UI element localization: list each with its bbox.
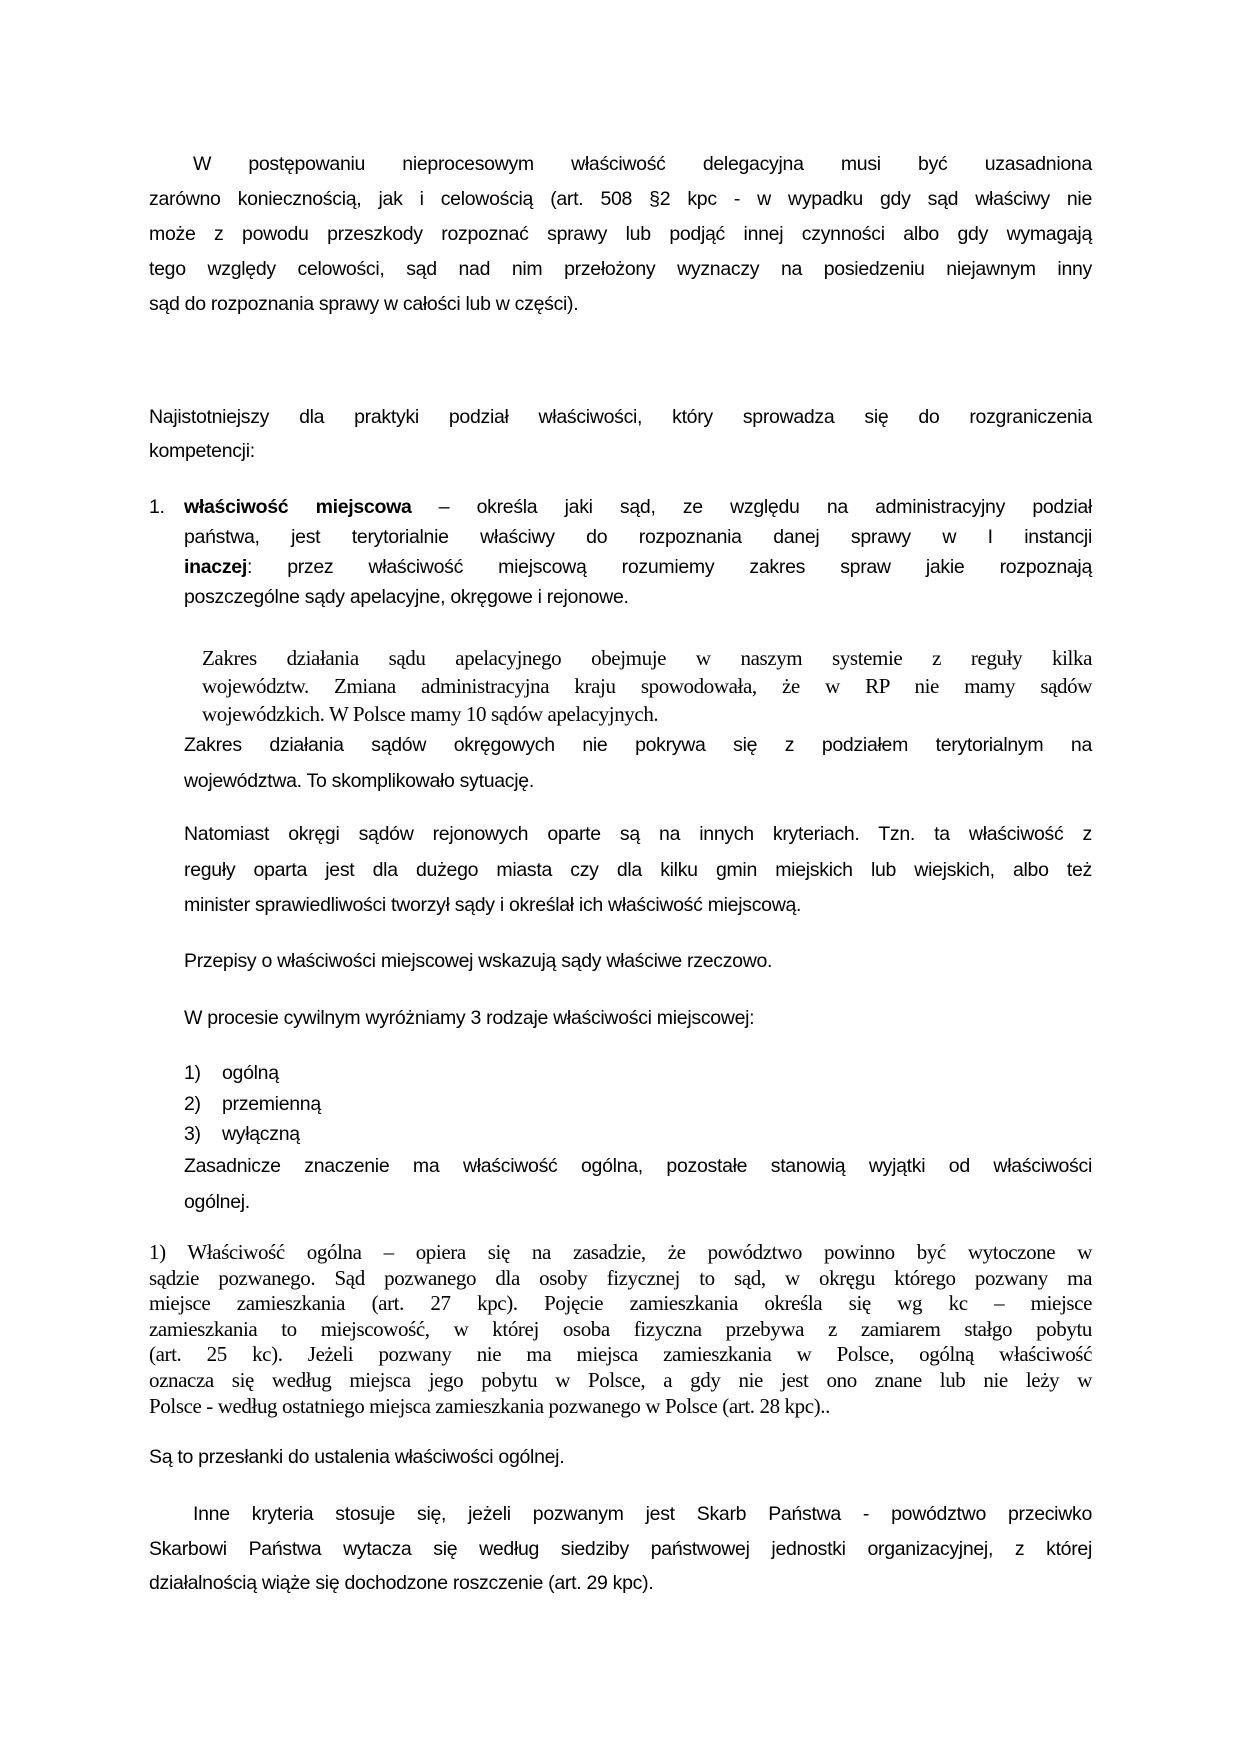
text-line: zarówno koniecznością, jak i celowością (art. 508 §2 kpc - w wypadku gdy sąd właściwy nie [149, 188, 1092, 210]
text-line: sąd do rozpoznania sprawy w całości lub w części). [149, 293, 579, 315]
paragraph-appellate-courts [202, 644, 1092, 728]
text-line: tego względy celowości, sąd nad nim przełożony wyznaczy na posiedzeniu niejawnym inny [149, 258, 1092, 280]
text-line: Skarbowi Państwa wytacza się według siedziby państwowej jednostki organizacyjnej, z której [149, 1537, 1092, 1560]
text-segment: poszczególne sądy apelacyjne, okręgowe i rejonowe. [184, 586, 629, 608]
text-line: oznacza się według miejsca jego pobytu w Polsce, a gdy nie jest ono znane lub nie leży w [149, 1367, 1092, 1392]
list-item-text: ogólną [222, 1062, 279, 1084]
paragraph-types-intro [184, 1001, 1092, 1035]
text-line: 1) Właściwość ogólna – opiera się na zasadzie, że powództwo powinno być wytoczone w [149, 1240, 1092, 1264]
list-number: 1) [184, 1062, 201, 1084]
text-line: minister sprawiedliwości tworzył sądy i określał ich właściwość miejscową. [184, 894, 802, 916]
text-line: W procesie cywilnym wyróżniamy 3 rodzaje właściwości miejscowej: [184, 1007, 755, 1029]
list-item-local-jurisdiction [184, 492, 1092, 612]
paragraph-premises [149, 1440, 1092, 1474]
text-segment: państwa, jest terytorialnie właściwy do rozpoznania danej sprawy w I instancji [184, 526, 1092, 548]
text-line: Inne kryteria stosuje się, jeżeli pozwanym jest Skarb Państwa - powództwo przeciwko [193, 1503, 1092, 1525]
text-line: wojewódzkich. W Polsce mamy 10 sądów apelacyjnych. [202, 702, 659, 726]
text-line: kompetencji: [149, 440, 255, 462]
list-item-text: przemienną [222, 1093, 321, 1115]
text-line [184, 552, 1092, 582]
paragraph-general-importance [184, 1148, 1092, 1220]
text-line: ogólnej. [184, 1191, 250, 1213]
text-line: działalnością wiąże się dochodzone roszczenie (art. 29 kpc). [149, 1572, 654, 1594]
list-number: 1. [149, 496, 165, 518]
paragraph-state-treasury [149, 1497, 1092, 1601]
text-line: województw. Zmiana administracyjna kraju spowodowała, że w RP nie mamy sądów [202, 674, 1092, 698]
paragraph-provisions [184, 944, 1092, 978]
list-item-text: wyłączną [222, 1123, 300, 1145]
text-line: Są to przesłanki do ustalenia właściwości ogólnej. [149, 1446, 565, 1468]
text-line: reguły oparta jest dla dużego miasta czy dla kilku gmin miejskich lub wiejskich, albo też [184, 858, 1092, 881]
text-line [184, 582, 1092, 612]
text-line: W postępowaniu nieprocesowym właściwość delegacyjna musi być uzasadniona [193, 153, 1092, 175]
text-line: Przepisy o właściwości miejscowej wskazują sądy właściwe rzeczowo. [184, 950, 773, 972]
text-line: Najistotniejszy dla praktyki podział właściwości, który sprowadza się do rozgraniczenia [149, 406, 1092, 428]
text-line: Zakres działania sądu apelacyjnego obejmuje w naszym systemie z reguły kilka [202, 646, 1092, 670]
text-line [184, 522, 1092, 552]
paragraph-general-jurisdiction [149, 1240, 1092, 1419]
bold-term: inaczej [184, 556, 247, 578]
paragraph-delegation [149, 147, 1092, 322]
text-line: miejsce zamieszkania (art. 27 kpc). Pojęcie zamieszkania określa się wg kc – miejsce [149, 1291, 1092, 1316]
text-line: może z powodu przeszkody rozpoznać sprawy lub podjąć innej czynności albo gdy wymagają [149, 223, 1092, 245]
list-number: 2) [184, 1093, 201, 1115]
text-line: województwa. To skomplikowało sytuację. [184, 770, 534, 792]
list-number: 3) [184, 1123, 201, 1145]
paragraph-district-courts [184, 727, 1092, 799]
text-line: (art. 25 kc). Jeżeli pozwany nie ma miejsca zamieszkania w Polsce, ogólną właściwość [149, 1342, 1092, 1367]
paragraph-division-intro [149, 400, 1092, 468]
text-line: Zakres działania sądów okręgowych nie pokrywa się z podziałem terytorialnym na [184, 734, 1092, 756]
text-line: Zasadnicze znaczenie ma właściwość ogólna, pozostałe stanowią wyjątki od właściwości [184, 1155, 1092, 1177]
bold-term: właściwość miejscowa [184, 496, 412, 518]
text-segment: – określa jaki sąd, ze względu na administracyjny podział [411, 496, 1093, 518]
text-line: zamieszkania to miejscowość, w której osoba fizyczna przebywa z zamiarem stałgo pobytu [149, 1316, 1092, 1341]
paragraph-regional-courts [184, 817, 1092, 924]
text-segment: : przez właściwość miejscową rozumiemy zakres spraw jakie rozpoznają [246, 556, 1092, 578]
text-line [184, 492, 1092, 522]
text-line: Polsce - według ostatniego miejsca zamieszkania pozwanego w Polsce (art. 28 kpc).. [149, 1393, 830, 1418]
text-line: Natomiast okręgi sądów rejonowych oparte są na innych kryteriach. Tzn. ta właściwość z [184, 823, 1092, 845]
text-line: sądzie pozwanego. Sąd pozwanego dla osoby fizycznej to sąd, w okręgu którego pozwany ma [149, 1265, 1092, 1290]
